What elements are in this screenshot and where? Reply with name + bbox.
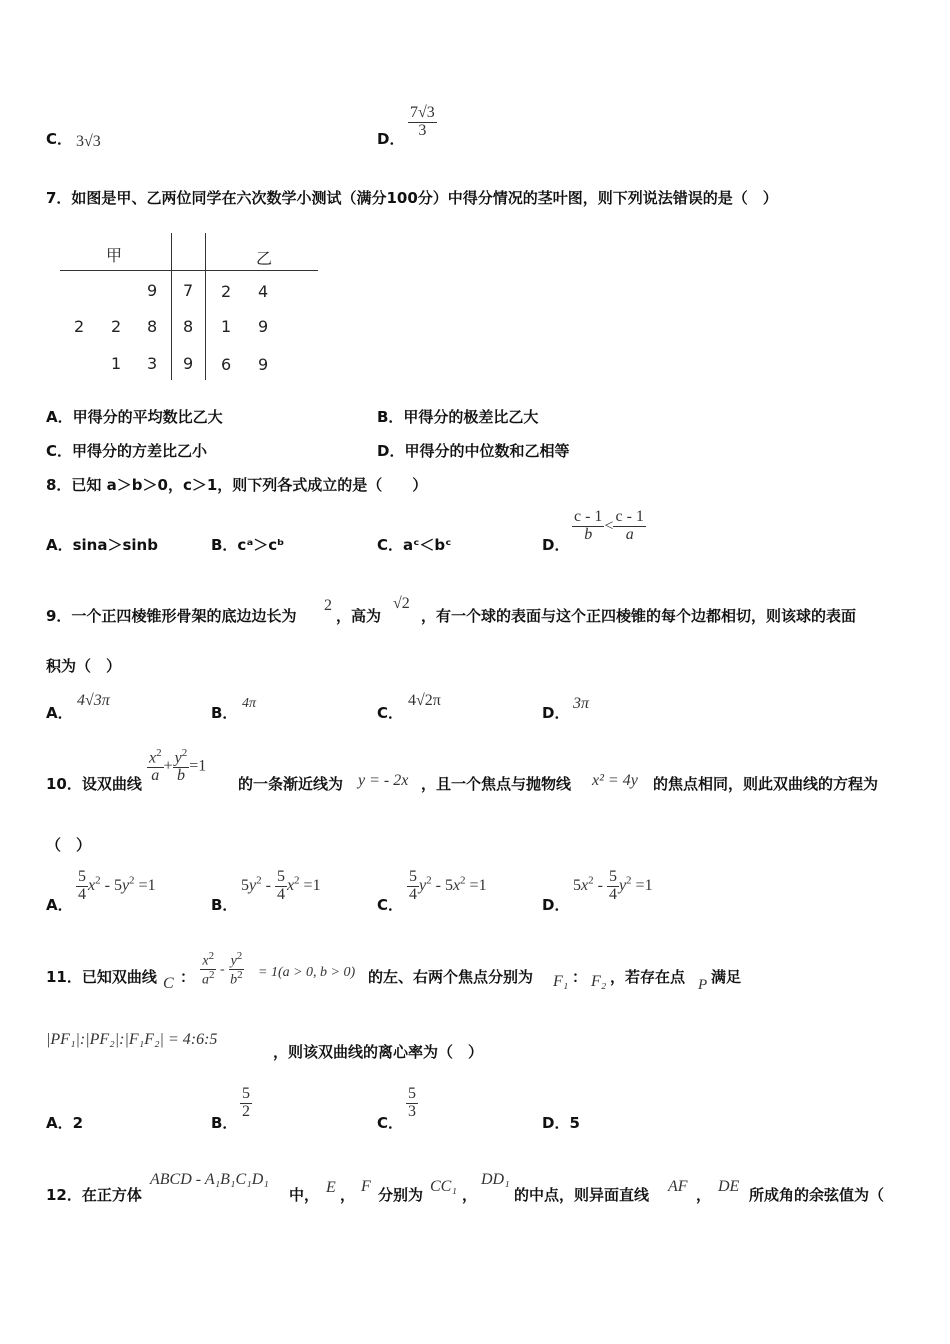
plot-stem: 9 — [183, 354, 194, 373]
q11-hyperbola-eq: $\frac{x^2}{a^2}$ - $\frac{y^2}{b^2}$ — [202, 950, 243, 988]
q12-point-e: E — [326, 1179, 336, 1196]
q6-option-d-value — [408, 105, 437, 140]
q12-point-f: F — [361, 1178, 371, 1195]
q9-stem-d: 积为（ ） — [46, 657, 122, 675]
q11-stem-e: ，则该双曲线的离心率为（ ） — [273, 1043, 484, 1061]
plot-left-header: 甲 — [106, 246, 123, 265]
plot-leaf: 1 — [221, 317, 232, 336]
q8-option-d-label: D． — [542, 536, 570, 554]
q7-option-a: A．甲得分的平均数比乙大 — [46, 408, 223, 426]
q10-paren: （ ） — [46, 836, 92, 854]
q10-option-d-label: D． — [542, 896, 570, 914]
q10-option-d-value: $5x^2$ - $\frac{5}{4}$ $y^2 =1$ — [573, 868, 653, 903]
q10-stem-d: 的焦点相同，则此双曲线的方程为 — [653, 775, 879, 793]
q10-option-c-label: C． — [377, 896, 404, 914]
q11-ratio: |PF₁|:|PF₂|:|F₁F₂| = 4:6:5 — [46, 1031, 218, 1048]
q8-d-den1: b — [584, 525, 593, 543]
q6-d-numerator: 7√3 — [410, 104, 435, 121]
q10-stem-b: 的一条渐近线为 — [238, 775, 344, 793]
q12-stem-a: 12．在正方体 — [46, 1186, 142, 1204]
plot-stem: 8 — [183, 317, 194, 336]
q9-option-c-value: 4√2π — [408, 692, 441, 709]
q12-stem-d: 的中点，则异面直线 — [514, 1186, 650, 1204]
q11-option-c-value — [406, 1086, 418, 1121]
q10-stem-a: 10．设双曲线 — [46, 775, 142, 793]
q6-option-c-value: 3√3 — [76, 133, 101, 150]
plot-left-divider — [171, 233, 172, 380]
q6-option-c-label: C． — [46, 130, 73, 148]
q6-option-d-label: D． — [377, 130, 405, 148]
q11-option-a: A．2 — [46, 1114, 84, 1132]
q10-parabola: x² = 4y — [592, 772, 638, 789]
q7-stem: 7．如图是甲、乙两位同学在六次数学小测试（满分100分）中得分情况的茎叶图，则下列说法错误的是（ ） — [46, 189, 778, 207]
q11-condition: = 1(a > 0, b > 0) — [258, 965, 356, 980]
q8-d-num2: c - 1 — [615, 508, 644, 525]
q12-comma-1: ， — [340, 1186, 356, 1204]
q9-option-b-label: B． — [211, 704, 238, 722]
q11-stem-c: ，若存在点 — [610, 968, 686, 986]
q9-stem-b: ，高为 — [336, 607, 382, 625]
q10-stem-c: ，且一个焦点与抛物线 — [421, 775, 572, 793]
plot-leaf: 9 — [258, 317, 269, 336]
q10-option-b-value: $5y^2$ - $\frac{5}{4}$ $x^2 =1$ — [241, 868, 321, 903]
q9-option-b-value: 4π — [242, 696, 257, 711]
q12-edge-cc1: CC₁ — [430, 1178, 457, 1195]
q11-curve: C — [163, 975, 174, 992]
q11-point-p: P — [698, 977, 708, 993]
q11-option-c-label: C． — [377, 1114, 404, 1132]
q12-line-de: DE — [718, 1178, 740, 1195]
q10-hyperbola-eq: $\frac{x^2}{a}$ + $\frac{y^2}{b}$ =1 — [149, 747, 207, 785]
q11-option-d: D．5 — [542, 1114, 580, 1132]
q12-comma-3: ， — [696, 1186, 712, 1204]
q12-stem-b: 中， — [289, 1186, 320, 1204]
plot-leaf: 2 — [74, 317, 85, 336]
plot-leaf: 2 — [221, 282, 232, 301]
q11-b-numerator: 5 — [242, 1085, 250, 1102]
q10-option-c-value: $\frac{5}{4}$ $y^2 - 5x^2 =1$ — [409, 868, 487, 903]
plot-leaf: 9 — [258, 355, 269, 374]
q11-c-numerator: 5 — [408, 1085, 416, 1102]
q12-comma-2: ， — [462, 1186, 478, 1204]
q8-option-c: C．aᶜ＜bᶜ — [377, 536, 452, 554]
q9-stem-a: 9．一个正四棱锥形骨架的底边边长为 — [46, 607, 297, 625]
q8-d-den2: a — [625, 525, 634, 543]
q8-option-b: B．cᵃ＞cᵇ — [211, 536, 285, 554]
plot-stem: 7 — [183, 281, 194, 300]
q12-cube: ABCD - A₁B₁C₁D₁ — [150, 1171, 269, 1188]
q6-d-denominator: 3 — [418, 121, 427, 139]
q8-d-num1: c - 1 — [574, 508, 603, 525]
q11-stem-d: 满足 — [711, 968, 742, 986]
q12-line-af: AF — [668, 1178, 688, 1195]
q9-option-a-label: A． — [46, 704, 73, 722]
plot-leaf: 6 — [221, 355, 232, 374]
plot-horizontal-rule — [60, 270, 318, 271]
q12-edge-dd1: DD₁ — [481, 1171, 510, 1188]
q9-side-value: 2 — [324, 597, 332, 614]
q9-option-c-label: C． — [377, 704, 404, 722]
q12-stem-c: 分别为 — [378, 1186, 424, 1204]
q11-colon: ： — [180, 968, 196, 986]
q7-option-d: D．甲得分的中位数和乙相等 — [377, 442, 570, 460]
q10-option-b-label: B． — [211, 896, 238, 914]
q10-option-a-label: A． — [46, 896, 73, 914]
q10-asymptote: y = - 2x — [358, 772, 409, 789]
q11-c-denominator: 3 — [408, 1102, 416, 1120]
plot-right-header: 乙 — [256, 249, 273, 268]
q11-option-b-value — [240, 1086, 252, 1121]
q11-stem-b: 的左、右两个焦点分别为 — [368, 968, 534, 986]
plot-leaf: 1 — [111, 354, 122, 373]
plot-leaf: 9 — [147, 281, 158, 300]
q9-option-a-value: 4√3π — [77, 692, 110, 709]
q11-b-denominator: 2 — [242, 1102, 250, 1120]
q11-comma: ： — [572, 968, 588, 986]
plot-leaf: 8 — [147, 317, 158, 336]
plot-leaf: 3 — [147, 354, 158, 373]
q9-option-d-label: D． — [542, 704, 570, 722]
q9-option-d-value: 3π — [573, 695, 590, 712]
q8-stem: 8．已知 a＞b＞0，c＞1，则下列各式成立的是（ ） — [46, 476, 428, 494]
plot-leaf: 4 — [258, 282, 269, 301]
q8-option-d-value: $\frac{c - 1}{b}$ < $\frac{c - 1}{a}$ — [574, 508, 644, 543]
q11-stem-a: 11．已知双曲线 — [46, 968, 157, 986]
q11-option-b-label: B． — [211, 1114, 238, 1132]
plot-right-divider — [205, 233, 206, 380]
q8-option-a: A．sina＞sinb — [46, 536, 158, 554]
q9-height-value: √2 — [393, 595, 410, 612]
q7-option-b: B．甲得分的极差比乙大 — [377, 408, 539, 426]
q11-focus-f1: F₁ — [553, 973, 569, 990]
q9-stem-c: ，有一个球的表面与这个正四棱锥的每个边都相切，则该球的表面 — [421, 607, 857, 625]
q10-option-a-value: $\frac{5}{4}$ $x^2 - 5y^2 =1$ — [78, 868, 156, 903]
q11-focus-f2: F₂ — [591, 973, 607, 990]
plot-leaf: 2 — [111, 317, 122, 336]
q7-option-c: C．甲得分的方差比乙小 — [46, 442, 208, 460]
q12-stem-e: 所成角的余弦值为（ — [749, 1186, 885, 1204]
